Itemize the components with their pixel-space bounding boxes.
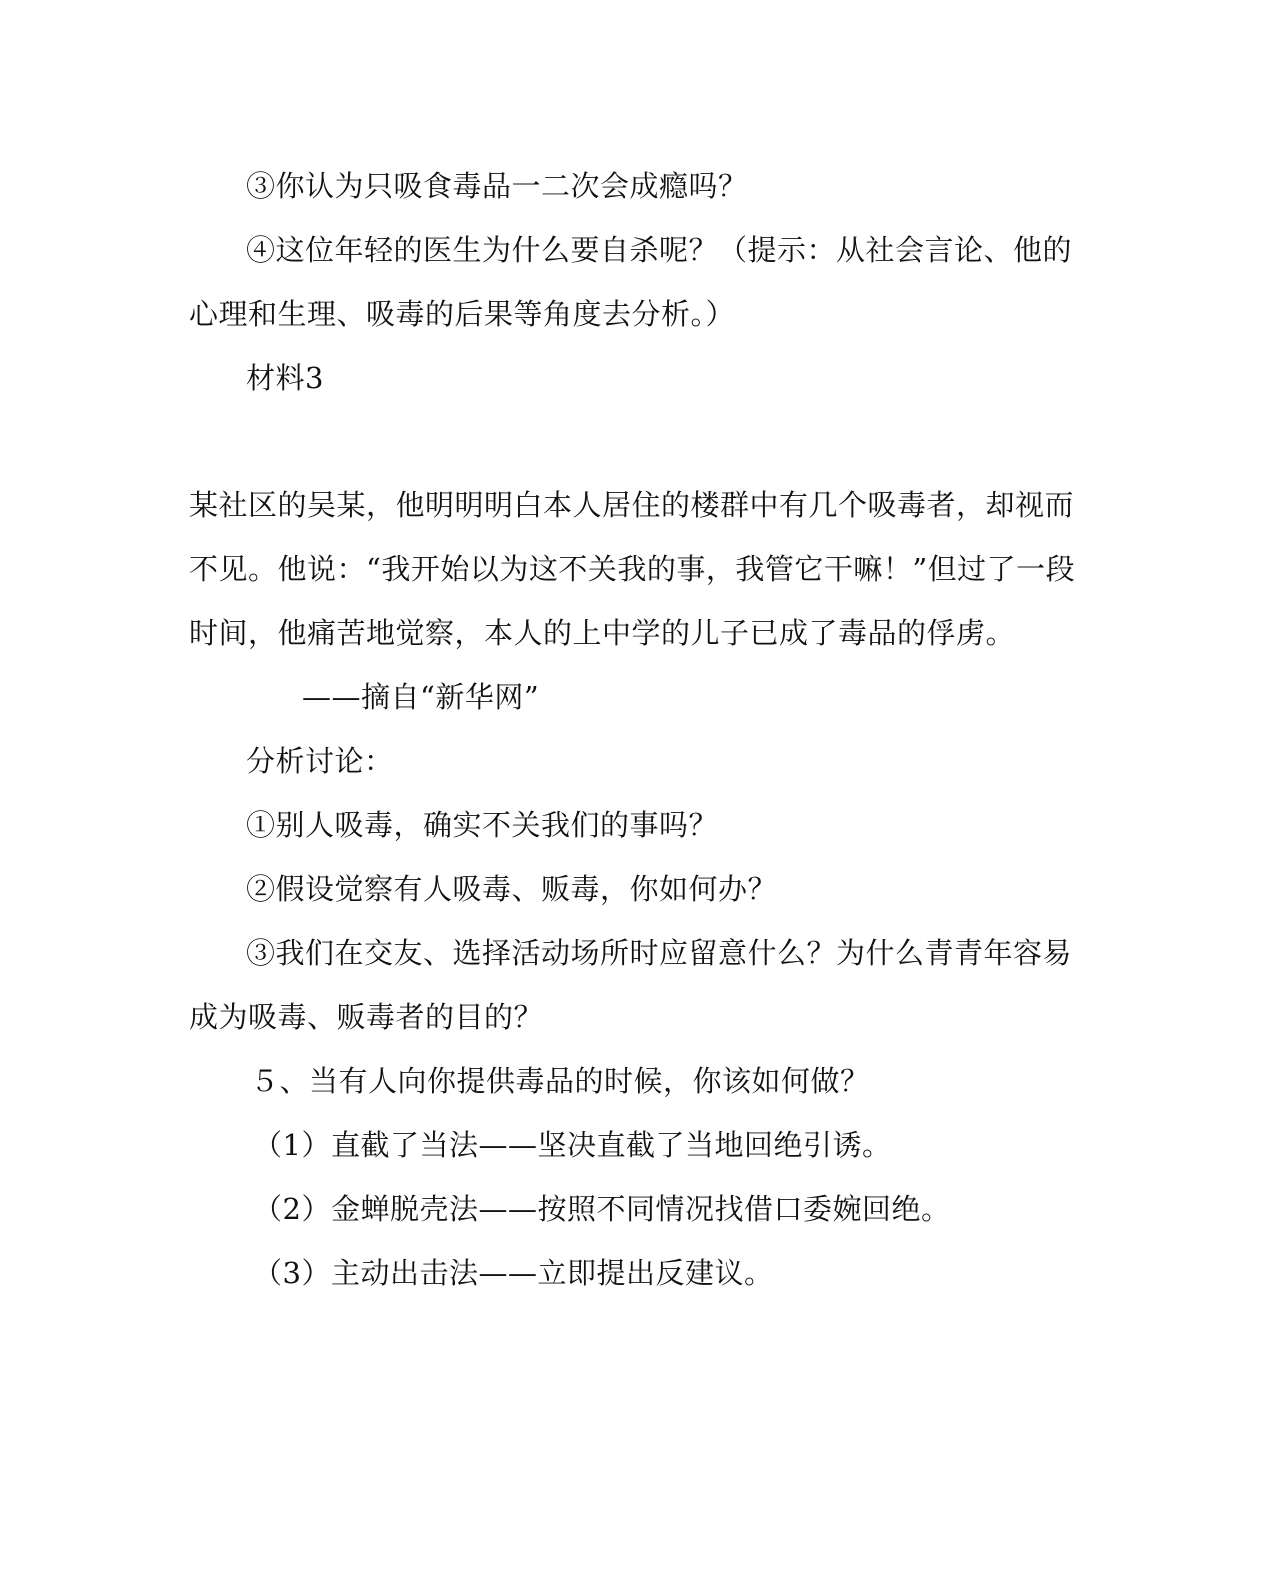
material-3-body-line-3: 时间，他痛苦地觉察，本人的上中学的儿子已成了毒品的俘虏。 — [189, 616, 1016, 650]
section-5-heading: ５、当有人向你提供毒品的时候，你该如何做？ — [250, 1064, 870, 1098]
source-attribution: ——摘自“新华网” — [302, 680, 540, 714]
material-3-body-line-2: 不见。他说：“我开始以为这不关我的事，我管它干嘛！”但过了一段 — [189, 552, 1076, 586]
question-4-doctor-line-2: 心理和生理、吸毒的后果等角度去分析。） — [189, 297, 736, 331]
material-3-body-line-1: 某社区的吴某，他明明明白本人居住的楼群中有几个吸毒者，却视而 — [189, 488, 1075, 522]
material-3-heading: 材料3 — [246, 361, 324, 395]
question-3-addiction: ③你认为只吸食毒品一二次会成瘾吗？ — [246, 169, 748, 203]
discussion-question-2: ②假设觉察有人吸毒、贩毒，你如何办？ — [246, 872, 778, 906]
discussion-question-3-line-2: 成为吸毒、贩毒者的目的？ — [189, 1000, 544, 1034]
discussion-heading: 分析讨论： — [246, 744, 394, 778]
method-1: （1）直截了当法——坚决直截了当地回绝引诱。 — [253, 1128, 892, 1162]
method-3: （3）主动出击法——立即提出反建议。 — [253, 1256, 774, 1290]
question-4-doctor-line-1: ④这位年轻的医生为什么要自杀呢？（提示：从社会言论、他的 — [246, 233, 1073, 267]
discussion-question-3-line-1: ③我们在交友、选择活动场所时应留意什么？为什么青青年容易 — [246, 936, 1073, 970]
method-2: （2）金蝉脱壳法——按照不同情况找借口委婉回绝。 — [253, 1192, 951, 1226]
discussion-question-1: ①别人吸毒，确实不关我们的事吗？ — [246, 808, 719, 842]
